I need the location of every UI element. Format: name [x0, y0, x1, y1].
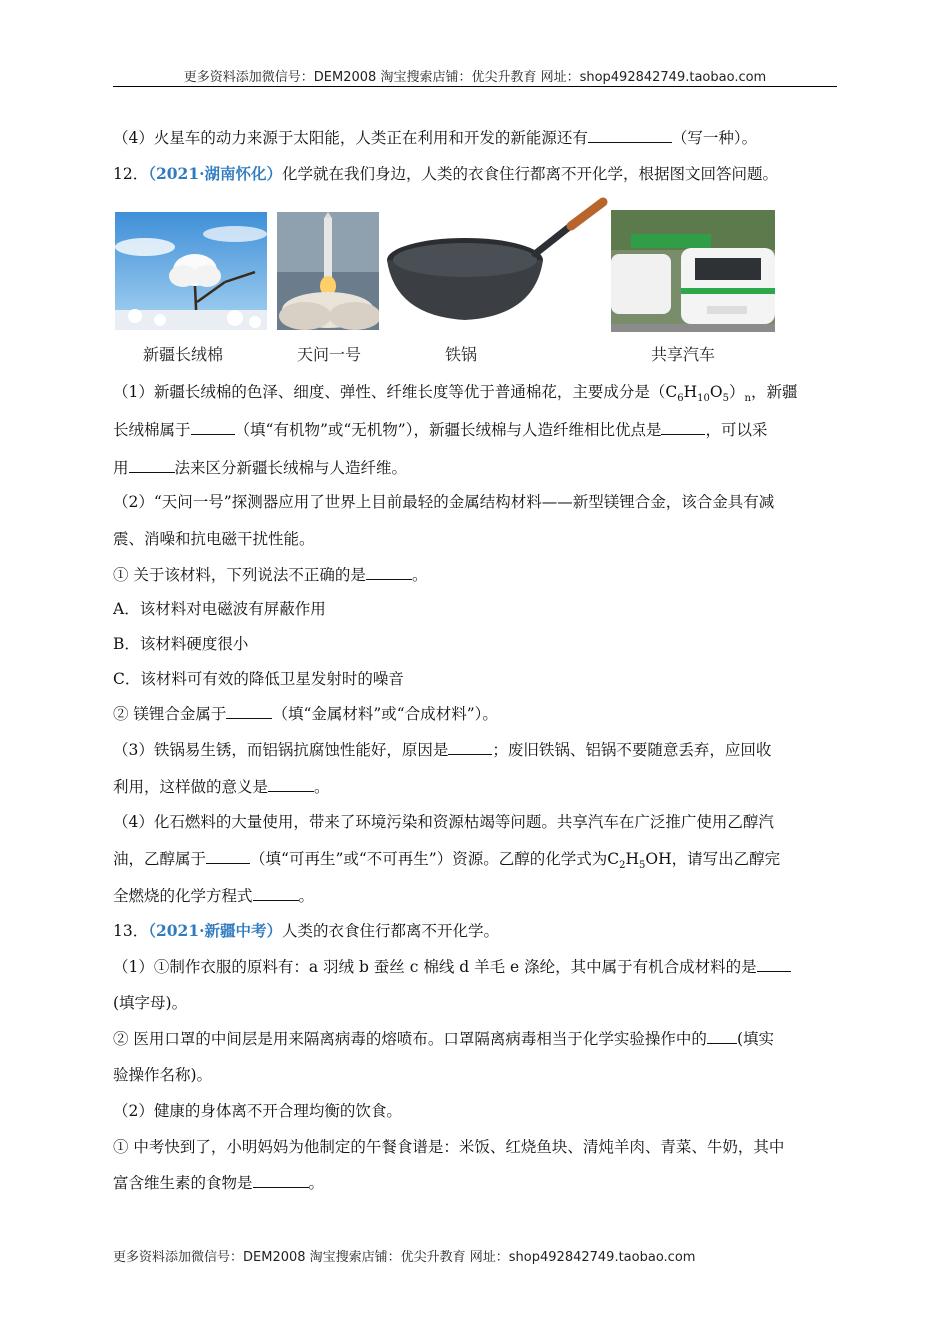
answer-blank[interactable]	[191, 420, 235, 435]
subscript: 10	[697, 393, 710, 405]
page-header: 更多资料添加微信号：DEM2008 淘宝搜索店铺：优尖升教育 网址：shop492842749.taobao.com	[183, 70, 767, 85]
header-divider	[113, 86, 837, 87]
q12-part4-line1: （4）化石燃料的大量使用，带来了环境污染和资源枯竭等问题。共享汽车在广泛推广使用乙醇汽	[113, 813, 774, 831]
shared-car-image	[611, 210, 775, 332]
question-number: 13．	[113, 922, 149, 940]
q12-part3-line1	[113, 740, 771, 760]
q11-part4-suffix: （写一种）。	[671, 129, 758, 147]
q12-part4-line2	[113, 849, 780, 876]
question-stem: 化学就在我们身边，人类的衣食住行都离不开化学，根据图文回答问题。	[282, 165, 779, 183]
text: （填“金属材料”或“合成材料”）。	[272, 705, 498, 723]
question-source: （2021·湖南怀化）	[148, 164, 283, 183]
text: OH，请写出乙醇完	[645, 850, 781, 868]
figure-caption-car: 共享汽车	[651, 345, 716, 364]
q11-part4-text: （4）火星车的动力来源于太阳能，人类正在利用和开发的新能源还有	[113, 129, 588, 147]
question-number: 12．	[113, 165, 149, 183]
text: 油，乙醇属于	[113, 850, 207, 868]
page-footer: 更多资料添加微信号：DEM2008 淘宝搜索店铺：优尖升教育 网址：shop492842749.taobao.com	[113, 1250, 696, 1265]
q12-part1-line2	[113, 420, 767, 440]
iron-wok-image	[385, 194, 609, 334]
q12-part2-line2: 震、消噪和抗电磁干扰性能。	[113, 530, 315, 548]
text: H	[625, 850, 639, 868]
option-b: B．该材料硬度很小	[113, 635, 249, 653]
text: 法来区分新疆长绒棉与人造纤维。	[174, 459, 408, 477]
q12-part3-line2	[113, 777, 330, 797]
answer-blank[interactable]	[206, 849, 250, 864]
q13-part1-subq2-line2: 验操作名称)。	[113, 1066, 213, 1084]
text: （填“可再生”或“不可再生”）资源。乙醇的化学式为C	[250, 850, 620, 868]
answer-blank[interactable]	[366, 565, 412, 580]
answer-blank[interactable]	[757, 957, 791, 972]
q13-part2-subq1: ① 中考快到了，小明妈妈为他制定的午餐食谱是：米饭、红烧鱼块、清炖羊肉、青菜、牛奶，其中	[113, 1138, 785, 1156]
option-a: A．该材料对电磁波有屏蔽作用	[113, 600, 326, 618]
q11-part4	[113, 128, 757, 148]
question-stem: 人类的衣食住行都离不开化学。	[282, 922, 500, 940]
figure-caption-rocket: 天问一号	[297, 345, 362, 364]
text: （3）铁锅易生锈，而铝锅抗腐蚀性能好，原因是	[113, 741, 449, 759]
answer-blank[interactable]	[226, 704, 272, 719]
text: ，可以采	[705, 421, 768, 439]
q13-part1-line2: (填字母)。	[113, 994, 188, 1012]
q12-part1-line1	[113, 382, 797, 409]
text: （填“有机物”或“无机物”），新疆长绒棉与人造纤维相比优点是	[234, 421, 662, 439]
q13-part2-subq1-line2	[113, 1173, 324, 1193]
subscript: 2	[619, 860, 626, 872]
q12-stem	[113, 164, 778, 184]
text: ，新疆	[750, 383, 798, 401]
answer-blank[interactable]	[588, 128, 672, 143]
question-source: （2021·新疆中考）	[148, 921, 283, 940]
text: 全燃烧的化学方程式	[113, 887, 253, 905]
q13-part1-subq2	[113, 1029, 774, 1049]
text: ① 关于该材料，下列说法不正确的是	[113, 566, 366, 584]
q12-part2-line1: （2）“天问一号”探测器应用了世界上目前最轻的金属结构材料——新型镁锂合金，该合金具有减	[113, 493, 775, 511]
subscript: 5	[638, 860, 646, 872]
subscript: n	[744, 393, 751, 405]
text: 用	[113, 459, 129, 477]
text: O	[709, 383, 723, 401]
text: 。	[298, 887, 315, 905]
q13-part2-line1: （2）健康的身体离不开合理均衡的饮食。	[113, 1102, 402, 1120]
text: H	[683, 383, 698, 401]
text: (填实	[736, 1030, 774, 1048]
subscript: 5	[722, 393, 729, 405]
text: 。	[314, 778, 330, 796]
q13-part1-line1	[113, 957, 791, 977]
q12-part2-subq2	[113, 704, 498, 724]
answer-blank[interactable]	[448, 740, 492, 755]
q12-part2-subq1	[113, 565, 427, 585]
answer-blank[interactable]	[268, 777, 314, 792]
q13-stem	[113, 921, 499, 941]
text: （1）①制作衣服的原料有：a 羽绒 b 蚕丝 c 棉线 d 羊毛 e 涤纶，其中属于有机合成材料的是	[113, 958, 757, 976]
answer-blank[interactable]	[129, 458, 175, 473]
subscript: 6	[677, 393, 684, 405]
text: 长绒棉属于	[113, 421, 191, 439]
figure-caption-cotton: 新疆长绒棉	[143, 345, 224, 364]
text: ）	[728, 383, 745, 401]
figure-caption-wok: 铁锅	[445, 345, 478, 364]
text: 富含维生素的食物是	[113, 1174, 253, 1192]
text: 。	[308, 1174, 325, 1192]
answer-blank[interactable]	[707, 1029, 737, 1044]
cotton-image	[115, 212, 267, 330]
rocket-image	[277, 212, 379, 330]
text: ② 医用口罩的中间层是用来隔离病毒的熔喷布。口罩隔离病毒相当于化学实验操作中的	[113, 1030, 707, 1048]
text: ；废旧铁锅、铝锅不要随意丢弃，应回收	[492, 741, 772, 759]
figure-row	[113, 214, 837, 364]
option-c: C．该材料可有效的降低卫星发射时的噪音	[113, 670, 404, 688]
q12-part4-line3	[113, 886, 314, 906]
text: （1）新疆长绒棉的色泽、细度、弹性、纤维长度等优于普通棉花，主要成分是（C	[113, 383, 678, 401]
text: 。	[411, 566, 428, 584]
text: 利用，这样做的意义是	[113, 778, 269, 796]
answer-blank[interactable]	[661, 420, 705, 435]
answer-blank[interactable]	[253, 886, 299, 901]
text: ② 镁锂合金属于	[113, 705, 227, 723]
q12-part1-line3	[113, 458, 407, 478]
answer-blank[interactable]	[253, 1173, 309, 1188]
